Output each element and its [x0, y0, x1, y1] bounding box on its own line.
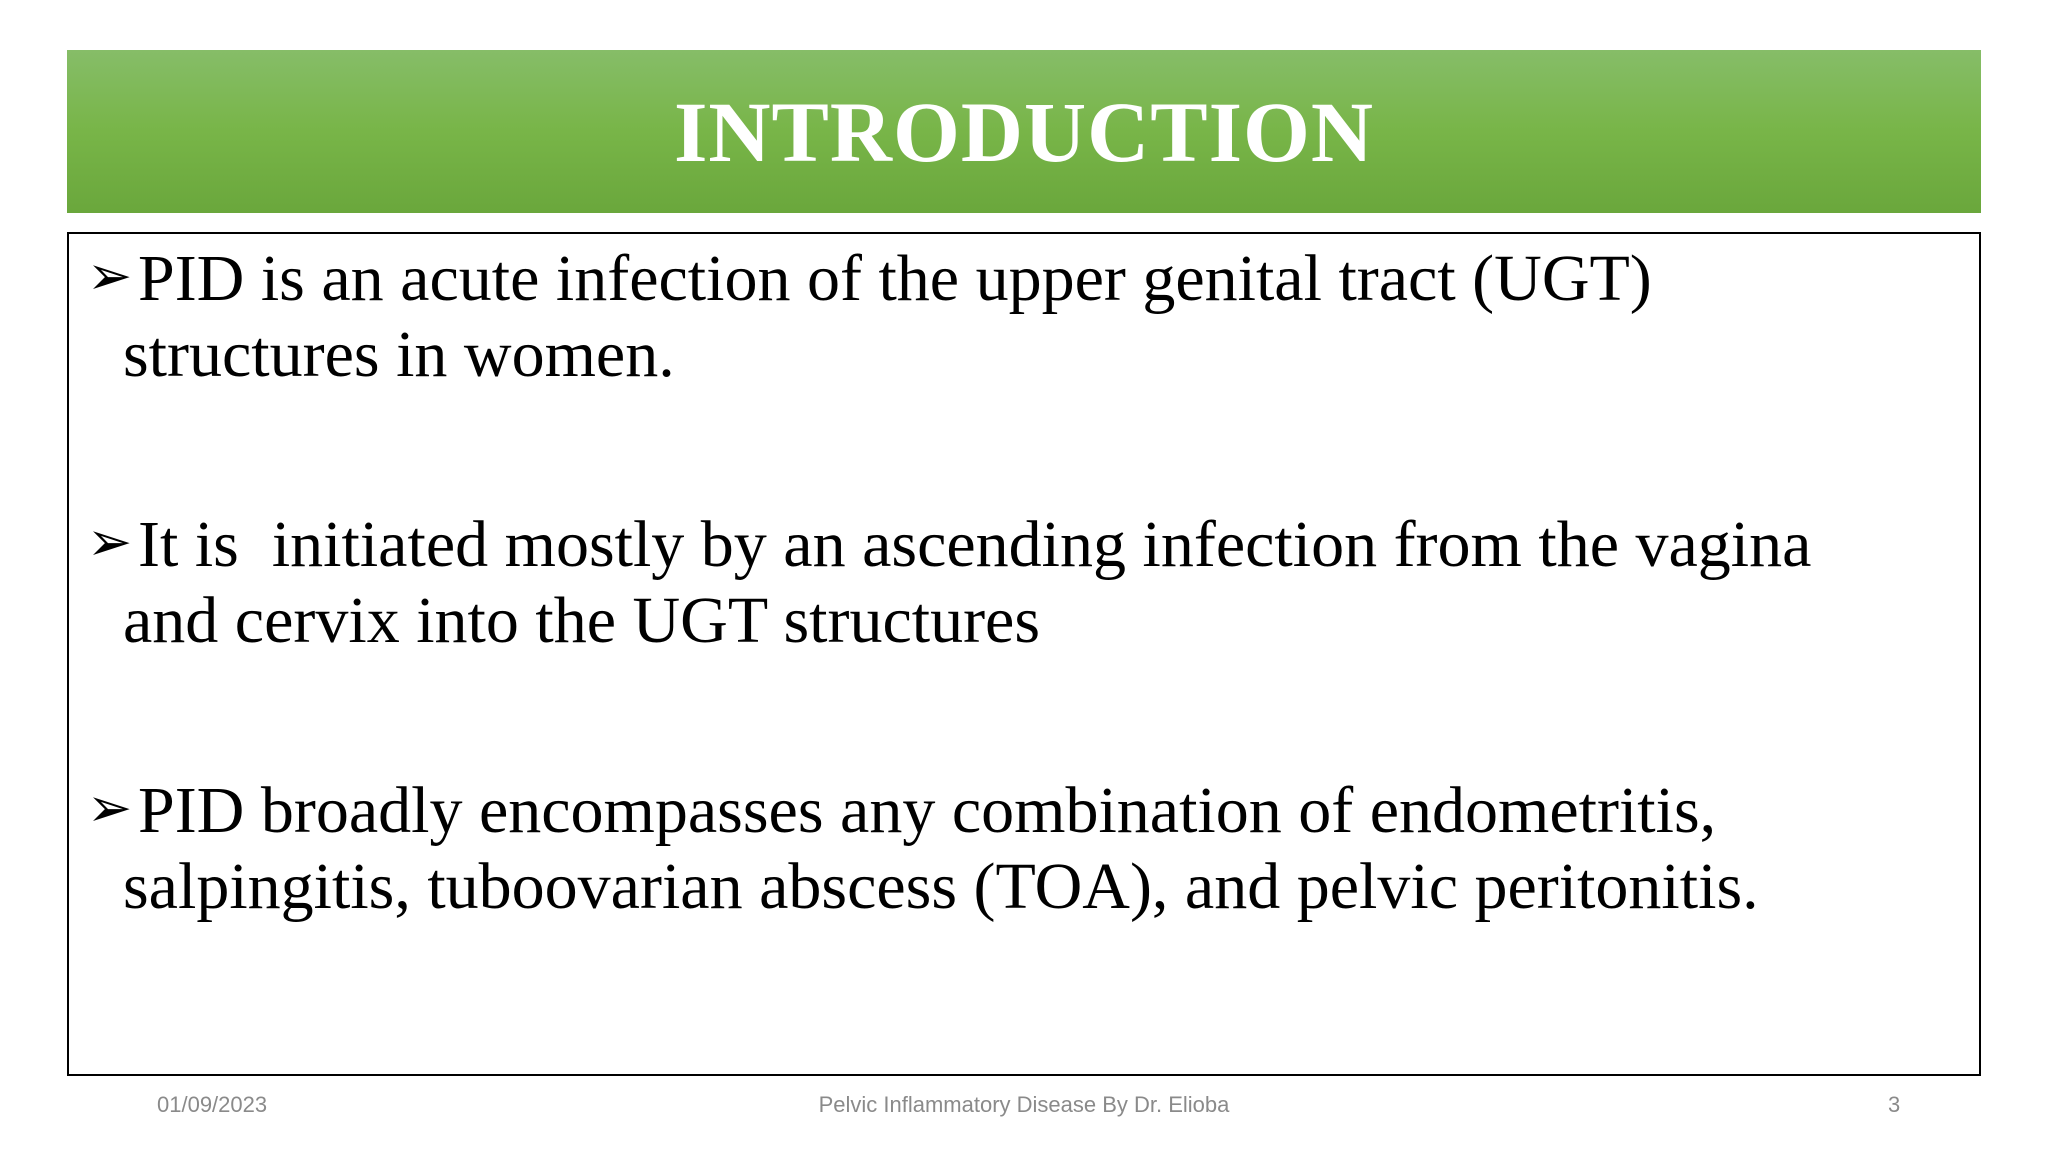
bullet-line	[87, 770, 1947, 849]
slide-title: INTRODUCTION	[673, 83, 1375, 180]
bullet-continuation: structures in women.	[123, 318, 675, 391]
bullet-item-1	[87, 238, 1947, 393]
bullet-text: PID is an acute infection of the upper genital tract (UGT)	[138, 242, 1652, 315]
arrow-bullet-icon: ➢	[87, 510, 133, 573]
arrow-bullet-icon: ➢	[87, 776, 133, 839]
bullet-item-3	[87, 770, 1947, 925]
content-box	[67, 232, 1981, 1076]
footer-title: Pelvic Inflammatory Disease By Dr. Elioba	[818, 1092, 1230, 1117]
bullet-text: PID broadly encompasses any combination of endometritis,	[138, 774, 1717, 847]
bullet-continuation: salpingitis, tuboovarian abscess (TOA), and pelvic peritonitis.	[123, 850, 1759, 923]
arrow-bullet-icon: ➢	[87, 244, 133, 307]
bullet-line	[87, 504, 1947, 583]
bullet-text: It is initiated mostly by an ascending infection from the vagina	[138, 508, 1812, 581]
bullet-line	[87, 238, 1947, 317]
bullet-continuation: and cervix into the UGT structures	[123, 584, 1041, 657]
bullet-item-2	[87, 504, 1947, 659]
footer-date: 01/09/2023	[157, 1092, 268, 1117]
page-number: 3	[1888, 1092, 1901, 1117]
title-banner	[67, 50, 1981, 213]
